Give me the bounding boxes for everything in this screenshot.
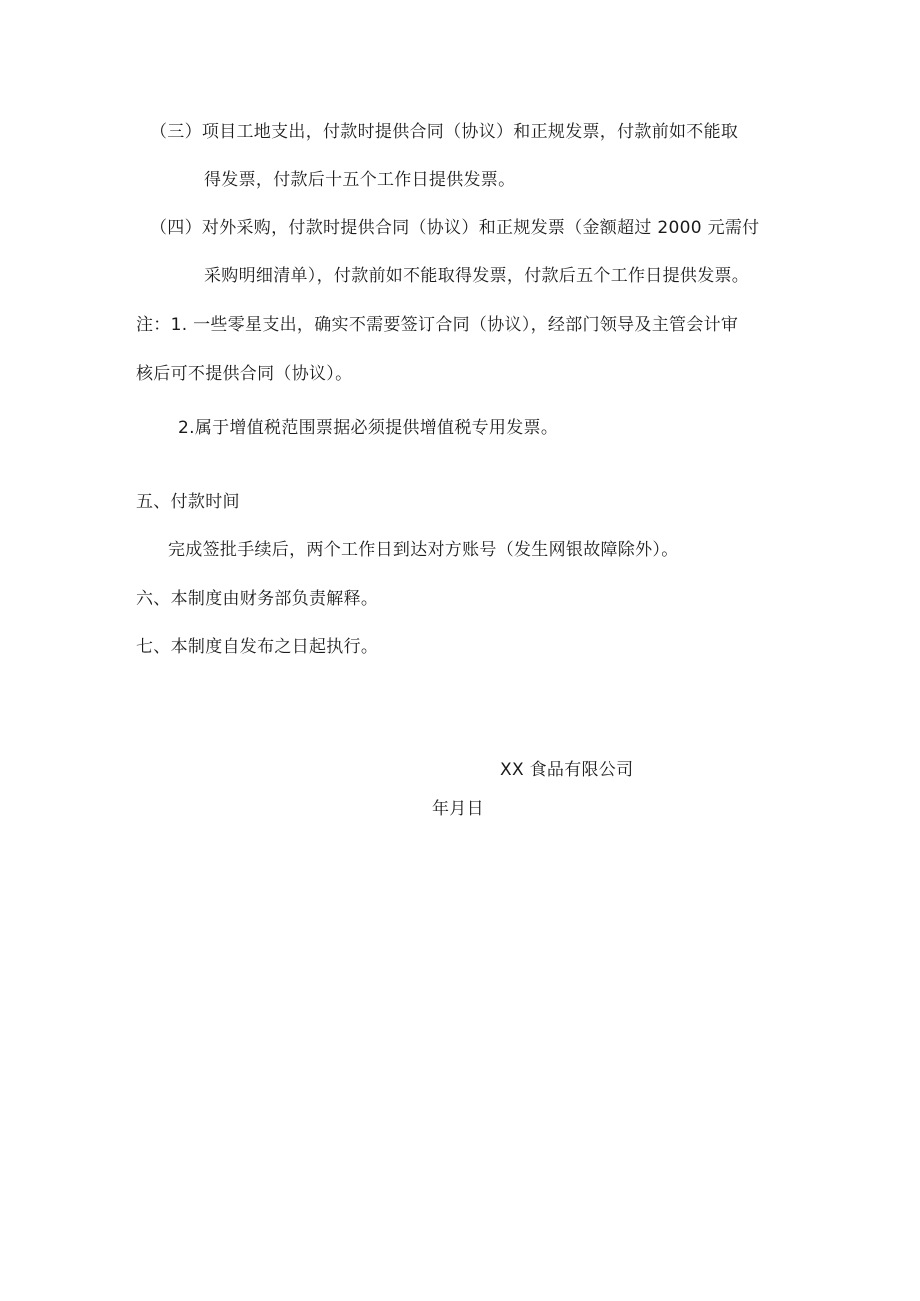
item3-line1: （三）项目工地支出，付款时提供合同（协议）和正规发票，付款前如不能取 — [150, 122, 739, 142]
item3-line2: 得发票，付款后十五个工作日提供发票。 — [204, 170, 516, 190]
section7: 七、本制度自发布之日起执行。 — [136, 637, 379, 657]
note-line2: 核后可不提供合同（协议）。 — [136, 364, 353, 384]
item4-line2: 采购明细清单），付款前如不能取得发票，付款后五个工作日提供发票。 — [204, 266, 750, 286]
note-line3: 2.属于增值税范围票据必须提供增值税专用发票。 — [178, 418, 559, 438]
section6: 六、本制度由财务部负责解释。 — [136, 589, 379, 609]
section5-body: 完成签批手续后，两个工作日到达对方账号（发生网银故障除外）。 — [168, 540, 679, 560]
signature-company: XX 食品有限公司 — [500, 760, 634, 780]
note-line1: 注：1. 一些零星支出，确实不需要签订合同（协议），经部门领导及主管会计审 — [136, 315, 739, 335]
item4-line1: （四）对外采购，付款时提供合同（协议）和正规发票（金额超过 2000 元需付 — [150, 218, 760, 238]
signature-date: 年月日 — [432, 799, 484, 819]
section5-heading: 五、付款时间 — [136, 492, 240, 512]
